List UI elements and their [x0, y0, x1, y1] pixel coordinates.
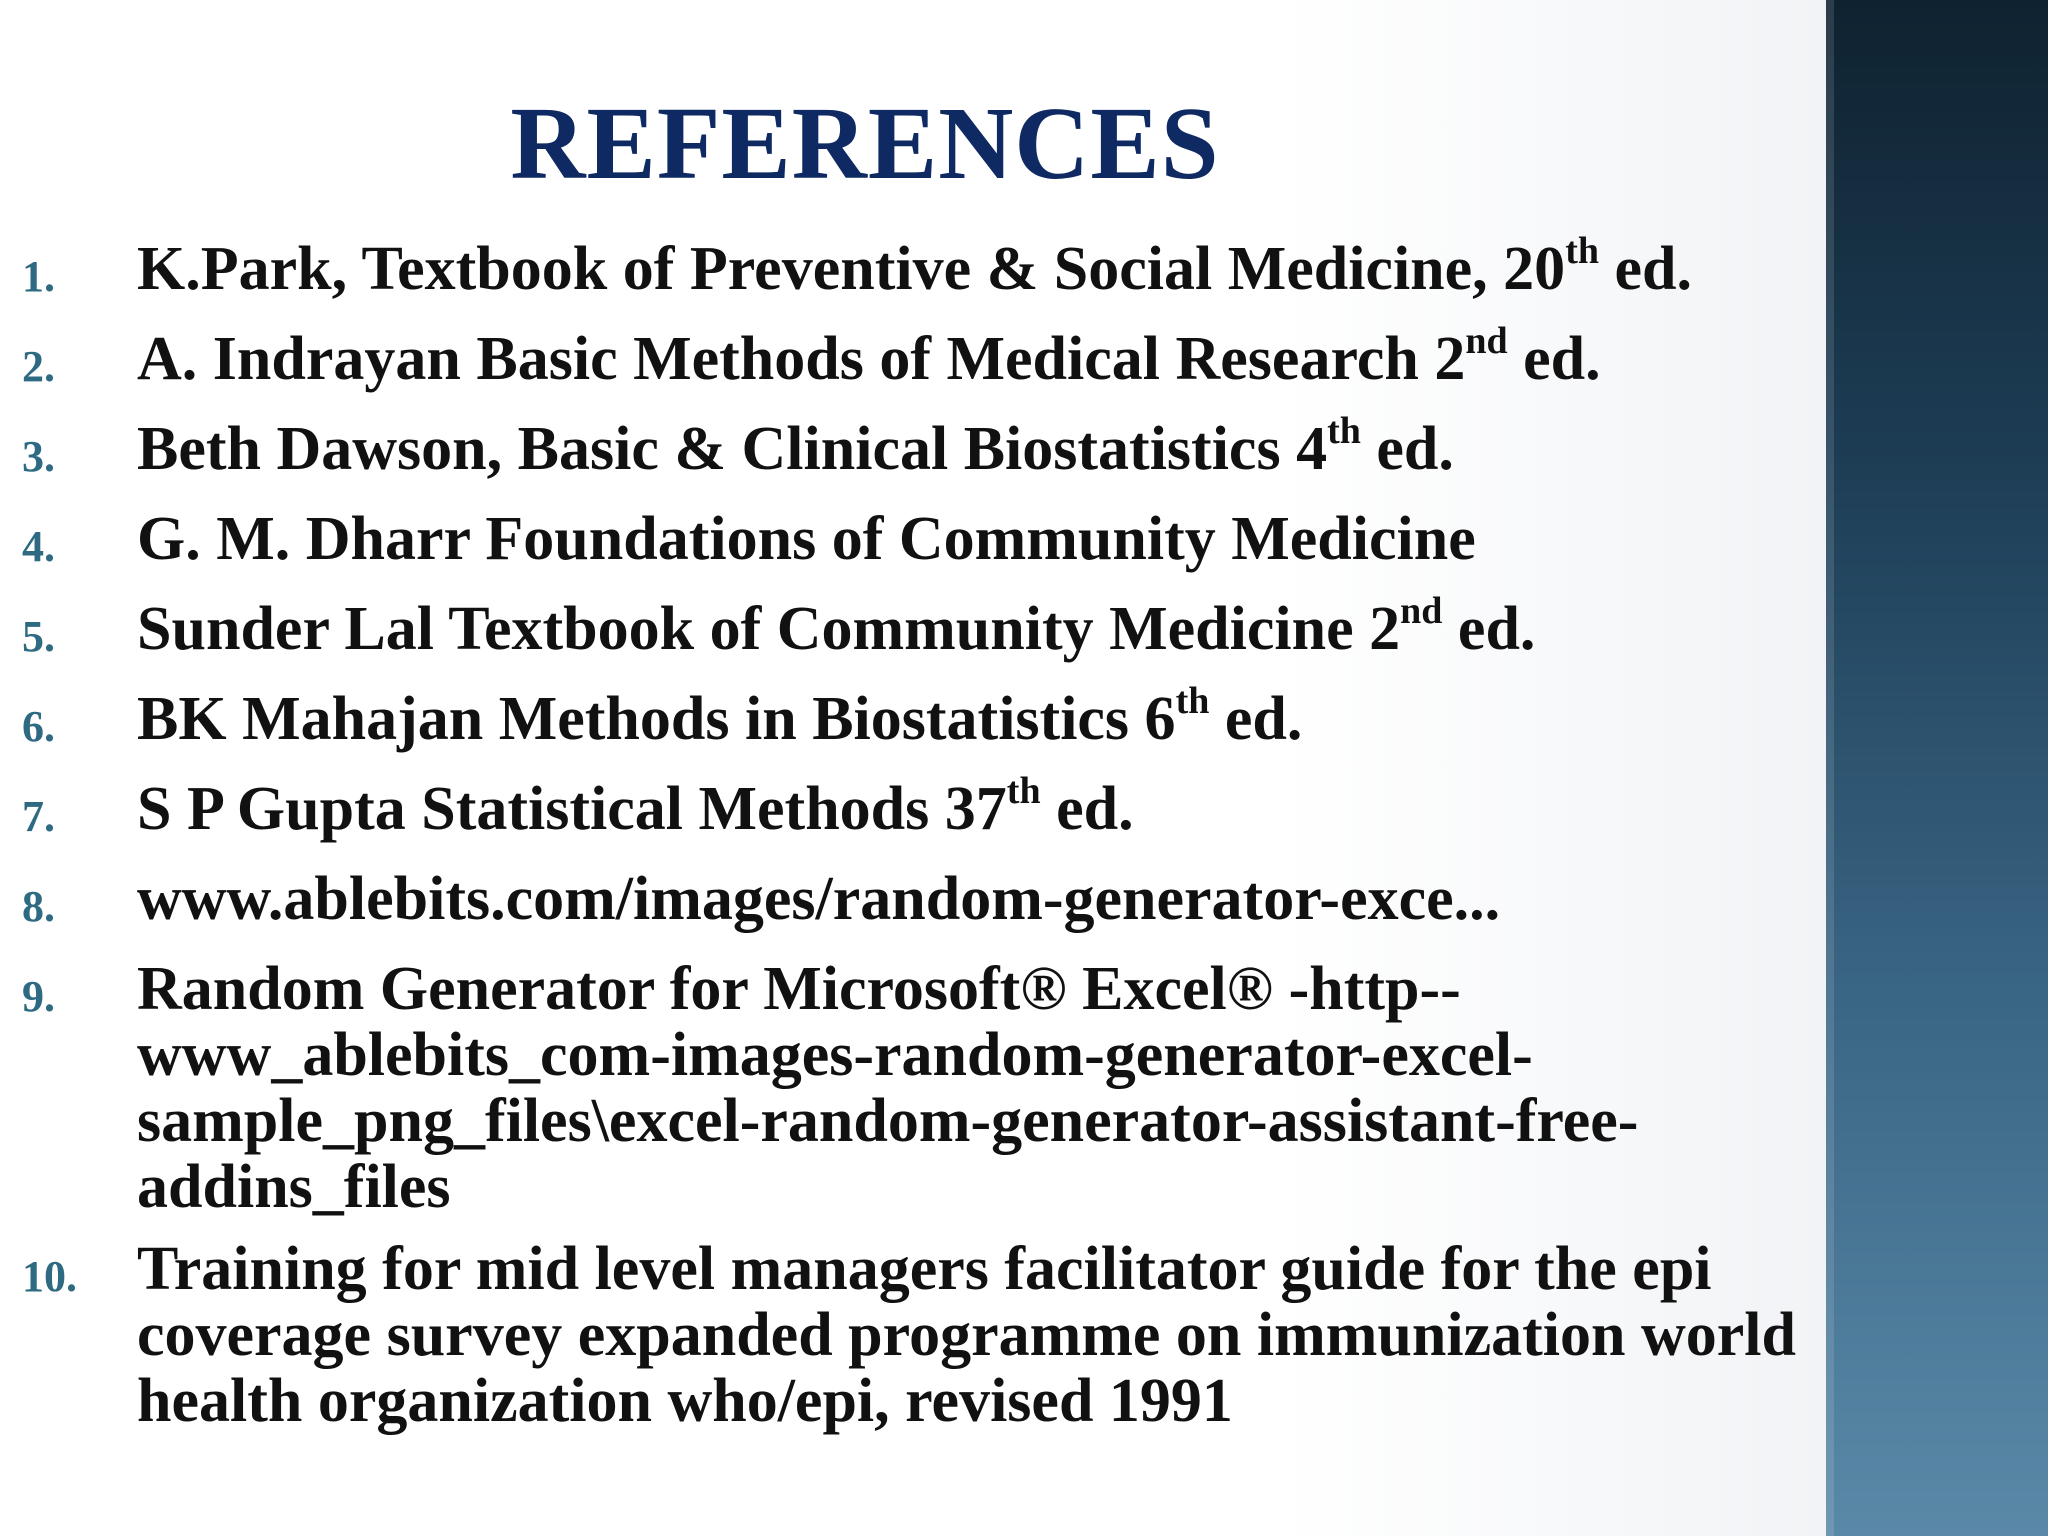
reference-number: 5. — [22, 612, 55, 661]
reference-number: 7. — [22, 792, 55, 841]
reference-number: 9. — [22, 972, 55, 1021]
list-item — [22, 410, 1812, 490]
reference-text: BK Mahajan Methods in Biostatistics 6th ed. — [137, 680, 1303, 753]
list-item — [22, 866, 1812, 940]
list-item — [22, 770, 1812, 850]
reference-text: K.Park, Textbook of Preventive & Social Medicine, 20th ed. — [137, 230, 1692, 303]
list-item — [22, 590, 1812, 670]
reference-text: G. M. Dharr Foundations of Community Medicine — [137, 505, 1476, 573]
reference-number: 4. — [22, 522, 55, 571]
list-item — [22, 320, 1812, 400]
reference-number: 10. — [22, 1252, 77, 1301]
reference-list — [22, 230, 1812, 1450]
reference-number: 3. — [22, 432, 55, 481]
slide-title: REFERENCES — [510, 86, 1220, 201]
reference-number: 6. — [22, 702, 55, 751]
reference-text: Beth Dawson, Basic & Clinical Biostatistics 4th ed. — [137, 410, 1454, 483]
reference-text: Sunder Lal Textbook of Community Medicine 2nd ed. — [137, 590, 1536, 663]
reference-text: Random Generator for Microsoft® Excel® -http--www_ablebits_com-images-random-generator-excel-sample_png_files\excel-random-generator-assistant-free-addins_files — [137, 955, 1639, 1221]
list-item — [22, 680, 1812, 760]
reference-text: A. Indrayan Basic Methods of Medical Research 2nd ed. — [137, 320, 1601, 393]
reference-text: S P Gupta Statistical Methods 37th ed. — [137, 770, 1134, 843]
reference-text: Training for mid level managers facilitator guide for the epi coverage survey expanded programme on immunization world health organization who/epi, revised 1991 — [137, 1235, 1796, 1435]
list-item — [22, 506, 1812, 580]
reference-number: 2. — [22, 342, 55, 391]
list-item — [22, 956, 1812, 1220]
reference-text: www.ablebits.com/images/random-generator-exce... — [137, 865, 1501, 933]
reference-number: 1. — [22, 252, 55, 301]
list-item — [22, 230, 1812, 310]
reference-number: 8. — [22, 882, 55, 931]
decorative-side-panel — [1826, 0, 2048, 1536]
list-item — [22, 1236, 1812, 1434]
